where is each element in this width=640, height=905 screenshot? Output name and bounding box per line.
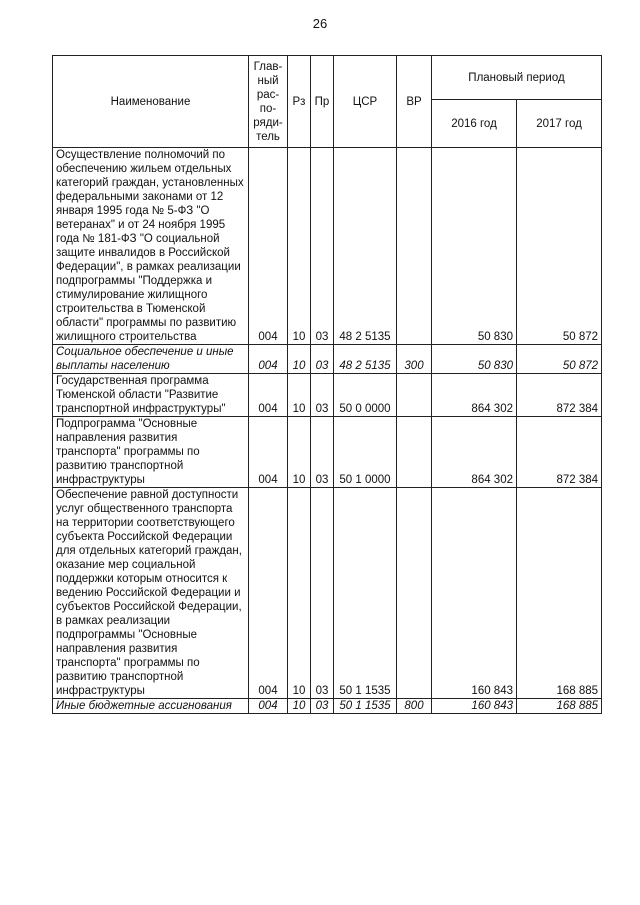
row-rz: 10 (288, 374, 311, 417)
row-2017: 50 872 (517, 345, 602, 374)
row-2017: 168 885 (517, 699, 602, 714)
row-2016: 160 843 (432, 699, 517, 714)
row-name: Государственная программа Тюменской области "Развитие транспортной инфраструктуры" (53, 374, 249, 417)
row-2017: 168 885 (517, 488, 602, 699)
row-glav: 004 (249, 417, 288, 488)
row-vr (397, 417, 432, 488)
row-pr: 03 (311, 417, 334, 488)
row-csr: 50 1 0000 (334, 417, 397, 488)
row-2016: 50 830 (432, 148, 517, 345)
page-number: 26 (312, 16, 328, 31)
header-csr: ЦСР (334, 56, 397, 148)
row-vr (397, 148, 432, 345)
row-2017: 872 384 (517, 374, 602, 417)
row-csr: 48 2 5135 (334, 345, 397, 374)
row-rz: 10 (288, 699, 311, 714)
row-csr: 50 1 1535 (334, 488, 397, 699)
row-name: Обеспечение равной доступности услуг общественного транспорта на территории соответствующего субъекта Российской Федерации для отдельных категорий граждан, оказание мер социальной поддержки которым относится к ведению Российской Федерации и субъектов Российской Федерации, в рамках реализации подпрограммы "Основные направления развития транспорта" программы по развитию транспортной инфраструктуры (53, 488, 249, 699)
table-row (53, 374, 602, 417)
header-year-2017: 2017 год (517, 100, 602, 148)
row-rz: 10 (288, 345, 311, 374)
header-glav: Глав- ный рас- по- ряди- тель (249, 56, 288, 148)
row-rz: 10 (288, 148, 311, 345)
budget-table (52, 55, 602, 714)
row-glav: 004 (249, 699, 288, 714)
table-row (53, 699, 602, 714)
row-pr: 03 (311, 488, 334, 699)
row-name: Осуществление полномочий по обеспечению жильем отдельных категорий граждан, установленных федеральными законами от 12 января 1995 года № 5-ФЗ "О ветеранах" и от 24 ноября 1995 года № 181-ФЗ "О социальной защите инвалидов в Российской Федерации", в рамках реализации подпрограммы "Поддержка и стимулирование жилищного строительства в Тюменской области" программы по развитию жилищного строительства (53, 148, 249, 345)
row-glav: 004 (249, 148, 288, 345)
table-row (53, 488, 602, 699)
row-pr: 03 (311, 148, 334, 345)
row-vr (397, 374, 432, 417)
row-pr: 03 (311, 699, 334, 714)
row-pr: 03 (311, 345, 334, 374)
row-glav: 004 (249, 374, 288, 417)
row-2016: 50 830 (432, 345, 517, 374)
header-rz: Рз (288, 56, 311, 148)
row-glav: 004 (249, 488, 288, 699)
row-2016: 864 302 (432, 374, 517, 417)
row-name: Социальное обеспечение и иные выплаты населению (53, 345, 249, 374)
row-vr: 800 (397, 699, 432, 714)
row-name: Иные бюджетные ассигнования (53, 699, 249, 714)
row-2016: 864 302 (432, 417, 517, 488)
header-pr: Пр (311, 56, 334, 148)
table-row (53, 417, 602, 488)
row-pr: 03 (311, 374, 334, 417)
row-csr: 50 0 0000 (334, 374, 397, 417)
row-vr (397, 488, 432, 699)
row-rz: 10 (288, 417, 311, 488)
row-csr: 50 1 1535 (334, 699, 397, 714)
row-2017: 50 872 (517, 148, 602, 345)
header-name: Наименование (53, 56, 249, 148)
row-2016: 160 843 (432, 488, 517, 699)
row-csr: 48 2 5135 (334, 148, 397, 345)
row-glav: 004 (249, 345, 288, 374)
header-planned-period: Плановый период (432, 56, 602, 100)
row-rz: 10 (288, 488, 311, 699)
header-vr: ВР (397, 56, 432, 148)
row-name: Подпрограмма "Основные направления развития транспорта" программы по развитию транспортной инфраструктуры (53, 417, 249, 488)
table-row (53, 345, 602, 374)
header-year-2016: 2016 год (432, 100, 517, 148)
table-row (53, 148, 602, 345)
row-2017: 872 384 (517, 417, 602, 488)
row-vr: 300 (397, 345, 432, 374)
